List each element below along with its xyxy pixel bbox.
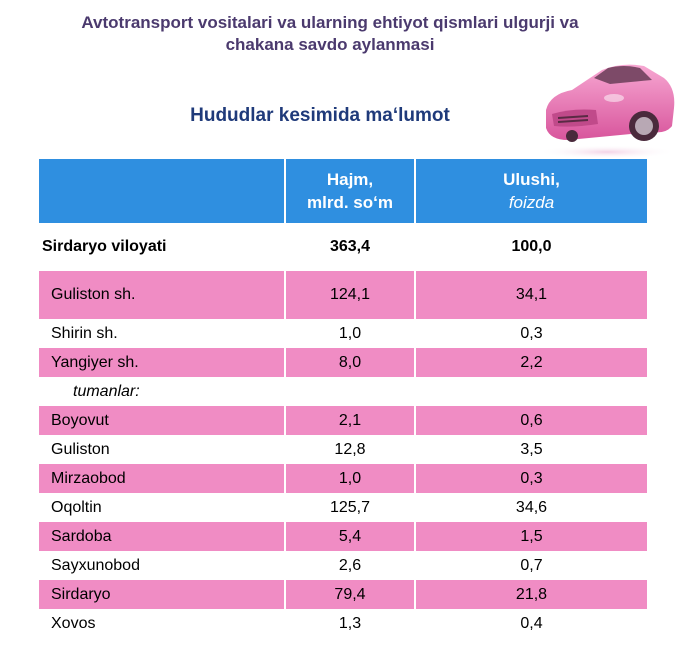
- row-share: 34,1: [415, 271, 647, 319]
- districts-label: tumanlar:: [73, 382, 140, 400]
- empty-cell: [415, 377, 647, 406]
- row-name: Shirin sh.: [51, 324, 118, 342]
- section-subtitle: Hududlar kesimida maʻlumot: [190, 105, 450, 126]
- row-volume: 1,3: [285, 609, 415, 638]
- row-share: 2,2: [415, 348, 647, 377]
- row-volume: 1,0: [285, 319, 415, 348]
- table-row: [39, 348, 647, 377]
- table-row: [39, 551, 647, 580]
- row-share: 21,8: [415, 580, 647, 609]
- table-row: [39, 406, 647, 435]
- empty-cell: [285, 377, 415, 406]
- table-row: [39, 435, 647, 464]
- row-share: 0,6: [415, 406, 647, 435]
- page-title-line2: chakana savdo aylanmasi: [225, 35, 435, 54]
- header-volume-cell: [285, 159, 415, 223]
- districts-label-row: [39, 377, 647, 406]
- header-share-line1: Ulushi,: [503, 170, 560, 189]
- table-header-row: [39, 159, 647, 223]
- row-name: Sirdaryo: [39, 580, 285, 609]
- header-region-cell: [39, 159, 285, 223]
- row-volume: 1,0: [285, 464, 415, 493]
- table-row: [39, 522, 647, 551]
- row-name: Sayxunobod: [51, 556, 140, 574]
- table-row: [39, 271, 647, 319]
- table-row: [39, 319, 647, 348]
- page-title-line1: Avtotransport vositalari va ularning ehtiyot qismlari ulgurji va: [81, 13, 579, 32]
- table-row: [39, 493, 647, 522]
- row-volume: 8,0: [285, 348, 415, 377]
- row-share: 34,6: [415, 493, 647, 522]
- table-row: [39, 580, 647, 609]
- row-share: 1,5: [415, 522, 647, 551]
- row-share: 0,3: [415, 464, 647, 493]
- header-volume-line1: Hajm,: [326, 170, 374, 189]
- row-name: Guliston: [51, 440, 110, 458]
- row-volume: 124,1: [285, 271, 415, 319]
- data-table: [39, 159, 647, 638]
- row-volume: 12,8: [285, 435, 415, 464]
- total-row: [39, 223, 647, 271]
- row-name: Mirzaobod: [39, 464, 285, 493]
- row-volume: 125,7: [285, 493, 415, 522]
- row-name: Yangiyer sh.: [39, 348, 285, 377]
- header-share-cell: [415, 159, 647, 223]
- car-illustration: [532, 48, 682, 160]
- total-volume: 363,4: [285, 223, 415, 271]
- table-row: [39, 609, 647, 638]
- row-share: 0,7: [415, 551, 647, 580]
- row-volume: 5,4: [285, 522, 415, 551]
- total-region: Sirdaryo viloyati: [42, 238, 167, 255]
- row-name: Xovos: [51, 614, 96, 632]
- row-share: 3,5: [415, 435, 647, 464]
- row-name: Boyovut: [39, 406, 285, 435]
- row-name: Oqoltin: [51, 498, 102, 516]
- total-share: 100,0: [415, 223, 647, 271]
- header-share-line2: foizda: [508, 193, 555, 212]
- row-share: 0,3: [415, 319, 647, 348]
- row-share: 0,4: [415, 609, 647, 638]
- row-name: Guliston sh.: [39, 271, 285, 319]
- row-volume: 2,1: [285, 406, 415, 435]
- table-row: [39, 464, 647, 493]
- row-volume: 2,6: [285, 551, 415, 580]
- header-volume-line2: mlrd. soʻm: [307, 193, 393, 212]
- row-name: Sardoba: [39, 522, 285, 551]
- row-volume: 79,4: [285, 580, 415, 609]
